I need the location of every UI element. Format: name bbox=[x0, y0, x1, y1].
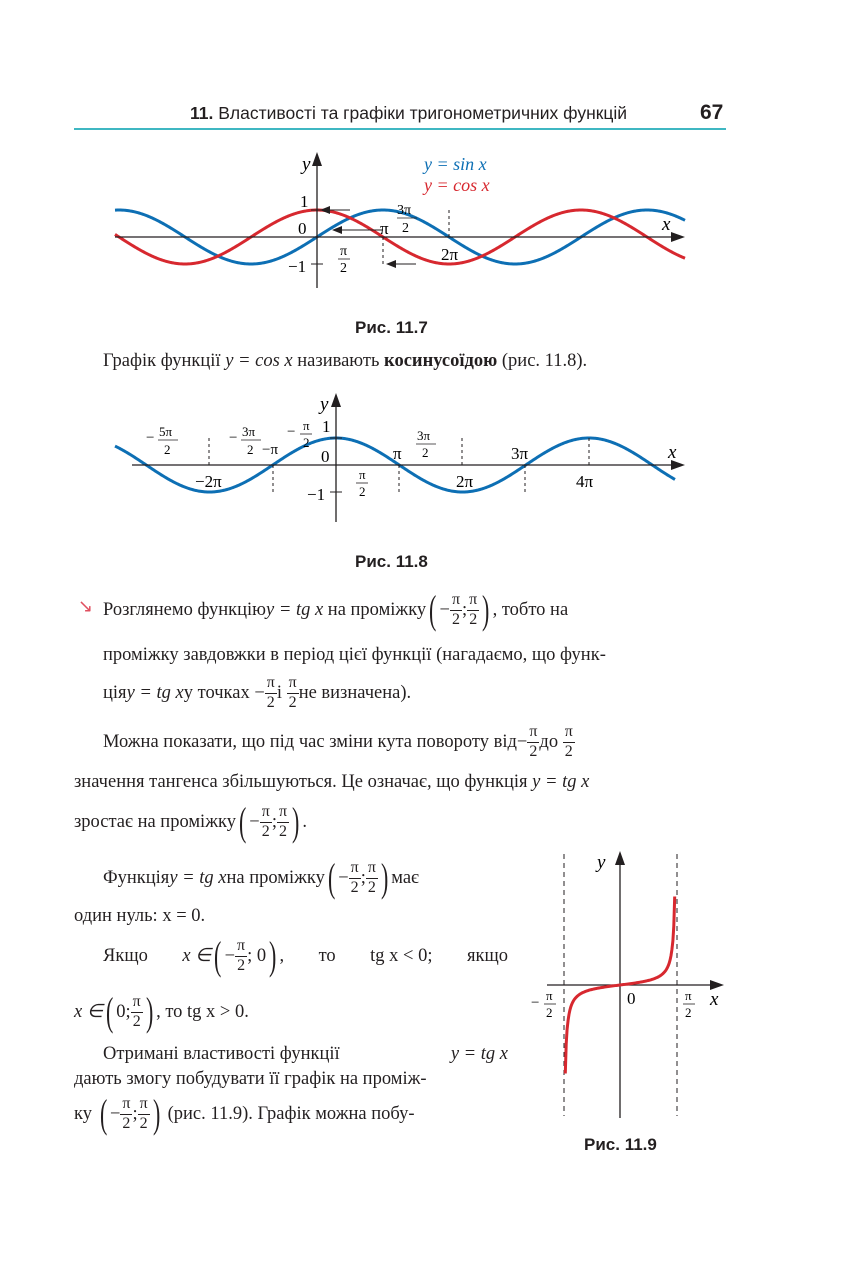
x-axis-label: x bbox=[662, 214, 671, 235]
paragraph-increase-l1: Можна показати, що під час зміни кута повороту від − $\frac{\pi}{2}$ до $\frac{\pi}{2}$ bbox=[103, 723, 573, 760]
paragraph-tan-l3: ція y = tg x у точках − $\frac{\pi}{2}$ і $\frac{\pi}{2}$ не визначена). bbox=[103, 674, 412, 711]
label-mpi-half-den: 2 bbox=[303, 435, 310, 450]
paragraph-graph-l1: Отримані властивості функції y = tg x bbox=[103, 1044, 508, 1064]
label-mpi-half-den: 2 bbox=[546, 1005, 553, 1020]
label-pi-half-num: π bbox=[685, 988, 692, 1003]
paragraph-graph-l3: ку ( − $\frac{\pi}{2}$ ; $\frac{\pi}{2}$ ) (рис. 11.9). Графік можна побу- bbox=[74, 1091, 415, 1136]
figure-11-8 bbox=[110, 390, 690, 525]
label-pi-half-num: π bbox=[340, 244, 348, 259]
figure-11-7-caption: Рис. 11.7 bbox=[355, 318, 428, 337]
svg-text:−: − bbox=[146, 430, 155, 446]
label-m3pi-num: 3π bbox=[242, 424, 256, 439]
paragraph-sign-l1: Якщо x ∈ ( − $\frac{\pi}{2}$ ; 0 ) , то tg x < 0; якщо bbox=[103, 933, 508, 978]
paragraph-sign-l2: x ∈ ( 0; $\frac{\pi}{2}$ ) , то tg x > 0. bbox=[74, 989, 249, 1034]
label-zero: 0 bbox=[298, 219, 307, 238]
label-pi-half-num: π bbox=[359, 467, 366, 482]
section-number: 11. bbox=[190, 103, 214, 123]
figure-11-9 bbox=[525, 848, 735, 1123]
label-pi-half-den: 2 bbox=[359, 484, 366, 499]
paragraph-tan-l1: Розглянемо функцію y = tg x на проміжку ( − $\frac{\pi}{2}$ ; $\frac{\pi}{2}$ ) , тобто на bbox=[103, 587, 569, 632]
label-minus-2pi: −2π bbox=[195, 472, 222, 491]
svg-text:−: − bbox=[287, 424, 296, 440]
label-minus-one: −1 bbox=[307, 485, 326, 504]
y-axis-arrow bbox=[615, 851, 625, 865]
label-zero: 0 bbox=[321, 447, 330, 466]
label-minus-pi: −π bbox=[262, 442, 279, 458]
paragraph-increase-l3: зростає на проміжку ( − $\frac{\pi}{2}$ ; $\frac{\pi}{2}$ ) . bbox=[74, 799, 307, 844]
label-m3pi-den: 2 bbox=[247, 442, 254, 457]
figure-11-9-caption: Рис. 11.9 bbox=[584, 1135, 657, 1154]
y-axis-arrow bbox=[312, 152, 322, 166]
label-pi: π bbox=[393, 444, 402, 463]
label-mpi-half-num: π bbox=[546, 988, 553, 1003]
label-4pi: 4π bbox=[576, 472, 594, 491]
label-3pi-num: 3π bbox=[397, 203, 412, 218]
y-axis-label: y bbox=[302, 154, 311, 175]
figure-11-7 bbox=[110, 148, 690, 293]
label-2pi: 2π bbox=[441, 245, 459, 264]
label-mpi-half-num: π bbox=[303, 418, 310, 433]
label-3pi: 3π bbox=[511, 444, 529, 463]
label-one: 1 bbox=[300, 192, 309, 211]
label-m5pi-num: 5π bbox=[159, 424, 173, 439]
svg-text:−: − bbox=[531, 995, 540, 1011]
label-3pi-num: 3π bbox=[417, 428, 431, 443]
x-axis-label: x bbox=[710, 989, 719, 1010]
header-rule bbox=[74, 128, 726, 130]
paragraph-graph-l2: дають змогу побудувати її графік на проміж- bbox=[74, 1069, 427, 1089]
label-zero: 0 bbox=[627, 989, 636, 1008]
label-pi-half-den: 2 bbox=[685, 1005, 692, 1020]
y-axis-label: y bbox=[597, 852, 606, 873]
paragraph-increase-l2: значення тангенса збільшуються. Це означає, що функція y = tg x bbox=[74, 772, 590, 792]
marker-icon: ↘ bbox=[78, 596, 94, 617]
y-axis-arrow bbox=[331, 393, 341, 407]
label-3pi-den: 2 bbox=[422, 445, 429, 460]
label-m5pi-den: 2 bbox=[164, 442, 171, 457]
x-axis-arrow bbox=[671, 232, 685, 242]
legend-sin: y = sin x bbox=[424, 154, 487, 174]
paragraph-zero-l2: один нуль: x = 0. bbox=[74, 906, 206, 926]
label-2pi: 2π bbox=[456, 472, 474, 491]
section-title: Властивості та графіки тригонометричних функцій bbox=[218, 103, 628, 123]
label-pi-half-den: 2 bbox=[340, 261, 347, 276]
svg-text:−: − bbox=[229, 430, 238, 446]
running-header bbox=[190, 103, 627, 124]
y-axis-label: y bbox=[320, 394, 329, 415]
label-pi: π bbox=[380, 219, 389, 238]
x-axis-label: x bbox=[668, 442, 677, 463]
page-number: 67 bbox=[700, 101, 724, 124]
figure-11-8-caption: Рис. 11.8 bbox=[355, 552, 428, 571]
label-minus-one: −1 bbox=[288, 257, 307, 276]
label-3pi-den: 2 bbox=[402, 221, 409, 236]
paragraph-zero-l1: Функція y = tg x на проміжку ( − $\frac{\pi}{2}$ ; $\frac{\pi}{2}$ ) має bbox=[103, 855, 419, 900]
paragraph-tan-l2: проміжку завдовжки в період цієї функції (нагадаємо, що функ- bbox=[103, 645, 606, 665]
paragraph-cosinusoid: Графік функції y = cos x називають косинусоїдою (рис. 11.8). bbox=[103, 351, 588, 371]
term-cosinusoid: косинусоїдою bbox=[384, 351, 498, 371]
label-one: 1 bbox=[322, 417, 331, 436]
legend-cos: y = cos x bbox=[424, 175, 490, 195]
